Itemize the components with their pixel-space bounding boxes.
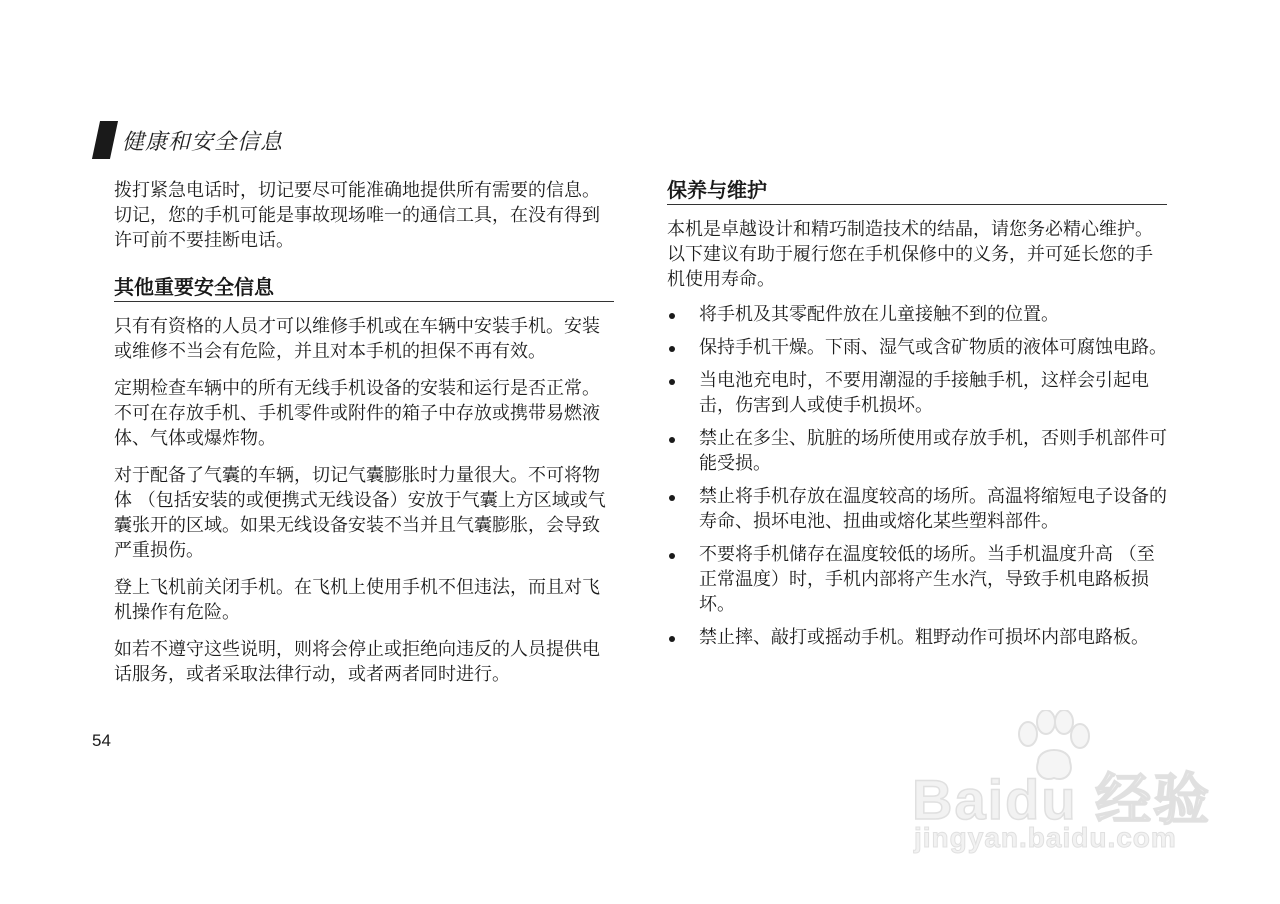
bullet-icon <box>669 437 675 443</box>
list-item-text: 当电池充电时，不要用潮湿的手接触手机，这样会引起电击，伤害到人或使手机损坏。 <box>699 370 1149 416</box>
list-item <box>667 302 1167 327</box>
list-item-text: 保持手机干燥。下雨、湿气或含矿物质的液体可腐蚀电路。 <box>699 337 1167 358</box>
paragraph: 定期检查车辆中的所有无线手机设备的安装和运行是否正常。不可在存放手机、手机零件或附件的箱子中存放或携带易燃液体、气体或爆炸物。 <box>114 378 600 449</box>
baidu-jingyan-watermark <box>908 710 1212 860</box>
list-item <box>667 426 1167 476</box>
header-bar-marker <box>92 121 118 159</box>
intro-paragraph: 拨打紧急电话时，切记要尽可能准确地提供所有需要的信息。切记，您的手机可能是事故现场唯一的通信工具，在没有得到许可前不要挂断电话。 <box>114 180 600 251</box>
left-column <box>114 178 614 699</box>
list-item <box>667 542 1167 617</box>
list-item-text: 禁止将手机存放在温度较高的场所。高温将缩短电子设备的寿命、损坏电池、扭曲或熔化某些塑料部件。 <box>699 486 1167 532</box>
list-item <box>667 625 1167 650</box>
bullet-icon <box>669 553 675 559</box>
paragraph: 只有有资格的人员才可以维修手机或在车辆中安装手机。安装或维修不当会有危险，并且对本手机的担保不再有效。 <box>114 316 600 362</box>
list-item-text: 禁止摔、敲打或摇动手机。粗野动作可损坏内部电路板。 <box>699 627 1149 648</box>
bullet-icon <box>669 346 675 352</box>
care-bullet-list <box>667 302 1167 650</box>
paragraph: 对于配备了气囊的车辆，切记气囊膨胀时力量很大。不可将物体 （包括安装的或便携式无线设备）安放于气囊上方区域或气囊张开的区域。如果无线设备安装不当并且气囊膨胀，会导致严重损伤。 <box>114 465 606 561</box>
right-column <box>667 178 1167 658</box>
watermark-url-text: jingyan.baidu.com <box>914 822 1177 853</box>
page-number: 54 <box>92 731 111 750</box>
section-title-care-maintenance: 保养与维护 <box>667 178 1167 205</box>
section-title-other-safety: 其他重要安全信息 <box>114 275 614 302</box>
paragraph: 登上飞机前关闭手机。在飞机上使用手机不但违法，而且对飞机操作有危险。 <box>114 577 600 623</box>
bullet-icon <box>669 313 675 319</box>
list-item <box>667 335 1167 360</box>
bullet-icon <box>669 636 675 642</box>
chapter-title: 健康和安全信息 <box>122 129 284 155</box>
paragraph: 如若不遵守这些说明，则将会停止或拒绝向违反的人员提供电话服务，或者采取法律行动，或者两者同时进行。 <box>114 639 600 685</box>
list-item-text: 不要将手机储存在温度较低的场所。当手机温度升高 （至正常温度）时，手机内部将产生水汽，导致手机电路板损坏。 <box>699 544 1155 615</box>
watermark-logo-text: Baidu 经验 <box>912 768 1212 831</box>
intro-paragraph: 本机是卓越设计和精巧制造技术的结晶，请您务必精心维护。以下建议有助于履行您在手机保修中的义务，并可延长您的手机使用寿命。 <box>667 219 1153 290</box>
list-item <box>667 484 1167 534</box>
list-item <box>667 368 1167 418</box>
list-item-text: 将手机及其零配件放在儿童接触不到的位置。 <box>699 304 1059 325</box>
bullet-icon <box>669 495 675 501</box>
list-item-text: 禁止在多尘、肮脏的场所使用或存放手机，否则手机部件可能受损。 <box>699 428 1167 474</box>
chapter-header <box>96 120 283 160</box>
bullet-icon <box>669 379 675 385</box>
